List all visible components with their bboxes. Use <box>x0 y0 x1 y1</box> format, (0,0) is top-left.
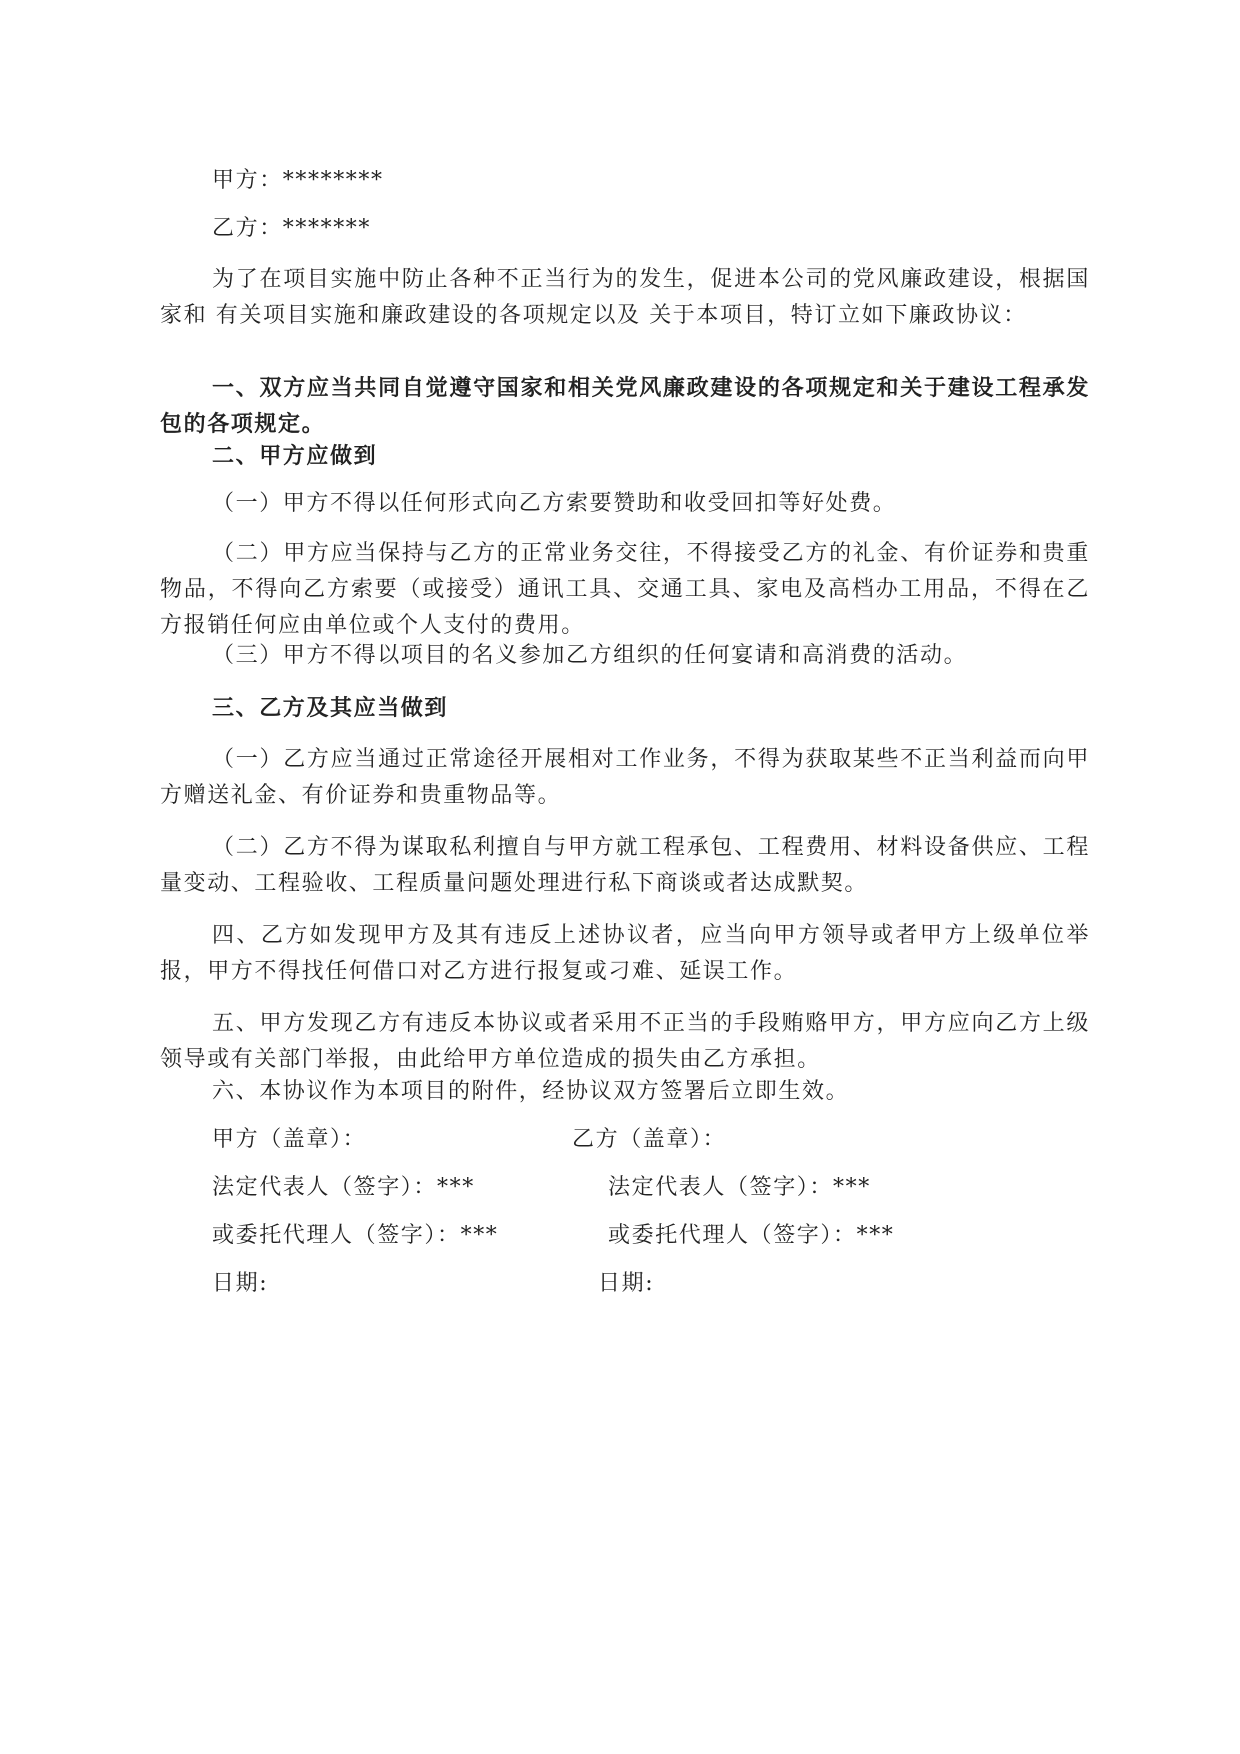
party-a-line: 甲方：******** <box>212 168 384 193</box>
party-a-seal: 甲方（盖章）： <box>212 1127 367 1152</box>
party-b-representative: 法定代表人（签字）：*** <box>608 1175 871 1200</box>
section-3-item-1: （一）乙方应当通过正常途径开展相对工作业务，不得为获取某些不正当利益而向甲方赠送礼金、有价证券和贵重物品等。 <box>160 747 1090 808</box>
section-5-paragraph: 五、甲方发现乙方有违反本协议或者采用不正当的手段贿赂甲方，甲方应向乙方上级领导或有关部门举报，由此给甲方单位造成的损失由乙方承担。 <box>160 1011 1090 1072</box>
section-6-paragraph: 六、本协议作为本项目的附件，经协议双方签署后立即生效。 <box>212 1079 850 1104</box>
party-b-line: 乙方：******* <box>212 216 372 241</box>
section-2-item-3: （三）甲方不得以项目的名义参加乙方组织的任何宴请和高消费的活动。 <box>212 643 968 668</box>
party-b-agent: 或委托代理人（签字）：*** <box>608 1223 895 1248</box>
section-3-item-2: （二）乙方不得为谋取私利擅自与甲方就工程承包、工程费用、材料设备供应、工程量变动、工程验收、工程质量问题处理进行私下商谈或者达成默契。 <box>160 835 1090 896</box>
party-a-agent: 或委托代理人（签字）：*** <box>212 1223 499 1248</box>
section-1-heading: 一、双方应当共同自觉遵守国家和相关党风廉政建设的各项规定和关于建设工程承发包的各项规定。 <box>160 375 1090 437</box>
party-b-date: 日期: <box>598 1271 655 1296</box>
section-4-paragraph: 四、乙方如发现甲方及其有违反上述协议者，应当向甲方领导或者甲方上级单位举报，甲方不得找任何借口对乙方进行报复或刁难、延误工作。 <box>160 923 1090 984</box>
party-a-representative: 法定代表人（签字）：*** <box>212 1175 475 1200</box>
section-2-item-1: （一）甲方不得以任何形式向乙方索要赞助和收受回扣等好处费。 <box>212 491 897 516</box>
intro-paragraph: 为了在项目实施中防止各种不正当行为的发生，促进本公司的党风廉政建设，根据国家和 有关项目实施和廉政建设的各项规定以及 关于本项目，特订立如下廉政协议： <box>160 267 1090 328</box>
section-2-item-2: （二）甲方应当保持与乙方的正常业务交往，不得接受乙方的礼金、有价证券和贵重物品，不得向乙方索要（或接受）通讯工具、交通工具、家电及高档办工用品，不得在乙方报销任何应由单位或个人支付的费用。 <box>160 541 1090 638</box>
party-a-date: 日期: <box>212 1271 269 1296</box>
party-b-seal: 乙方（盖章）： <box>572 1127 727 1152</box>
section-2-title: 二、甲方应做到 <box>212 443 378 469</box>
section-3-title: 三、乙方及其应当做到 <box>212 695 449 721</box>
